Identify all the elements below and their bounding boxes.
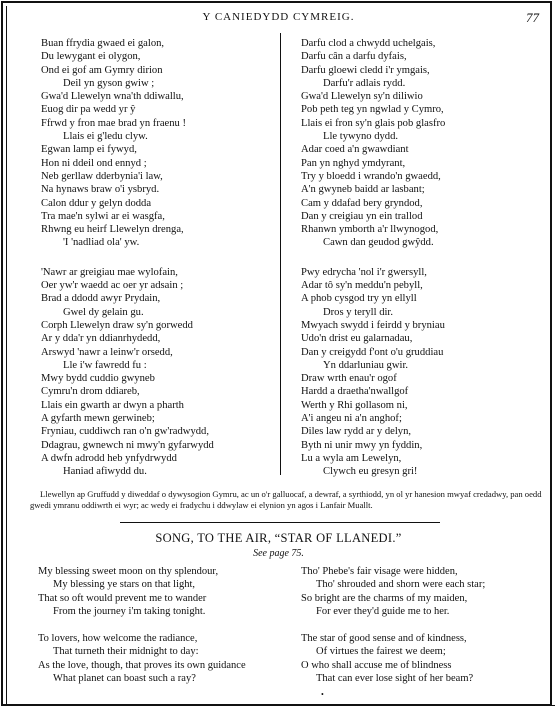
welsh-poem-right-column [301, 37, 445, 479]
verse-line: Fryniau, cuddiwch ran o'n gw'radwydd, [41, 426, 209, 438]
verse-line: For ever they'd guide me to her. [316, 605, 450, 617]
verse-line: Tho' Phebe's fair visage were hidden, [301, 566, 458, 577]
verse-line: Corph Llewelyn draw sy'n gorwedd [41, 319, 193, 331]
verse-line: 'I 'nadliad ola' yw. [63, 237, 140, 249]
verse-line: Llais ein gwarth ar dwyn a pharth [41, 399, 184, 411]
verse-line: Of virtues the fairest we deem; [316, 646, 446, 658]
verse-line: From the journey i'm taking tonight. [53, 605, 206, 617]
verse-line: Mwy bydd cuddio gwyneb [41, 373, 155, 385]
verse-line: A'i angeu ni a'n anghof; [301, 413, 402, 425]
verse-line: My blessing sweet moon on thy splendour, [38, 566, 219, 577]
verse-line: Cymru'n drom ddiareb, [41, 386, 140, 398]
verse-line: That can ever lose sight of her beam? [316, 673, 474, 685]
verse-line: Pob peth teg yn ngwlad y Cymro, [301, 104, 444, 116]
verse-line: Gwel dy gelain gu. [63, 306, 144, 318]
section-rule [120, 522, 440, 523]
verse-line: Lle tywyno dydd. [323, 131, 399, 143]
verse-line: Haniad afiwydd du. [63, 466, 147, 478]
verse-line: O who shall accuse me of blindness [301, 659, 452, 671]
verse-line: A gyfarth mewn gerwineb; [41, 413, 155, 425]
verse-line: Pan yn nghyd ymdyrant, [301, 157, 406, 169]
song-right-verses [301, 565, 485, 685]
verse-line: Ar y dda'r yn ddianrhydedd, [41, 333, 161, 345]
verse-line: Oer yw'r waedd ac oer yr adsain ; [41, 280, 184, 292]
verse-line: Du lewygant ei olygon, [41, 51, 141, 63]
verse-line: Try y bloedd i wrando'n gwaedd, [301, 170, 441, 182]
verse-line: Mwyach swydd i feirdd y bryniau [301, 319, 445, 331]
song-left-verses [38, 565, 246, 685]
verse-line: Cam y ddafad bery gryndod, [301, 197, 423, 209]
verse-line: Darfu cân a darfu dyfais, [301, 51, 407, 63]
verse-line: Tho' shrouded and shorn were each star; [316, 579, 486, 591]
verse-line: Lu a wyla am Lewelyn, [301, 452, 402, 464]
page-number: 77 [526, 10, 539, 25]
stanza-right-1 [301, 37, 445, 250]
verse-line: Deil yn gyson gwiw ; [63, 77, 155, 89]
verse-line: Hardd a draetha'nwallgof [301, 386, 409, 398]
verse-line: Ddagrau, gwnewch ni mwy'n gyfarwydd [41, 439, 214, 451]
verse-line: 'Nawr ar greigiau mae wylofain, [41, 266, 178, 278]
verse-line: Buan ffrydia gwaed ei galon, [41, 38, 165, 49]
verse-line: Darfu gloewi cledd i'r ymgais, [301, 64, 430, 76]
verse-line: Arswyd 'nawr a leinw'r orsedd, [41, 346, 173, 358]
stanza-right-2 [301, 266, 445, 479]
song-title: SONG, TO THE AIR, “STAR OF LLANEDI.” [155, 531, 402, 545]
verse-line: Pwy edrycha 'nol i'r gwersyll, [301, 266, 427, 278]
verse-line: Yn ddarluniau gwir. [323, 359, 409, 371]
footnote: Llewellyn ap Gruffudd y diweddaf o dywysogion Gymru, ac un o'r galluocaf, a dewraf, a syrthiodd, yn ol yr hanesion mwyaf credadwy, pan oedd gwedi ymranu oddiwrth ei wyr; ac wedy ei fradychu i ddwylaw ei elynion yn agos i Lanfair Muallt. [30, 489, 542, 510]
verse-line: Hon ni ddeil ond ennyd ; [41, 157, 147, 169]
verse-line: Na hynaws braw o'i ysbryd. [41, 184, 160, 196]
verse-line: A dwfn adrodd heb ynfydrwydd [41, 452, 177, 464]
verse-line: Dan y creigiau yn ein trallod [301, 210, 423, 222]
verse-line: Cawn dan geudod gwŷdd. [323, 237, 434, 249]
song-right-column [301, 565, 485, 685]
verse-line: Llais ei g'ledu clyw. [63, 131, 148, 143]
stanza-left-2 [41, 266, 214, 479]
verse-line: My blessing ye stars on that light, [53, 579, 196, 591]
verse-line: Adar coed a'n gwawdiant [301, 144, 409, 156]
printer-mark: • [321, 690, 324, 699]
verse-line: A phob cysgod try yn ellyll [301, 293, 417, 305]
verse-line: Dros y teryll dir. [323, 306, 394, 318]
verse-line: To lovers, how welcome the radiance, [38, 633, 198, 645]
verse-line: Werth y Rhi gollasom ni, [301, 399, 408, 411]
verse-line: Udo'n drist eu galarnadau, [301, 333, 413, 345]
verse-line: The star of good sense and of kindness, [301, 633, 467, 645]
stanza-gap [301, 618, 485, 632]
verse-line: That so oft would prevent me to wander [38, 592, 207, 604]
see-page-reference: See page 75. [253, 548, 304, 559]
verse-line: Calon ddur y gelyn dodda [41, 197, 152, 209]
verse-line: Euog dir pa wedd yr ŷ [41, 104, 136, 116]
verse-line: So bright are the charms of my maiden, [301, 592, 468, 604]
verse-line: Clywch eu gresyn gri! [323, 466, 418, 478]
verse-line: Ond ei gof am Gymry dirion [41, 64, 163, 76]
verse-line: Gwa'd Llewelyn wna'th ddiwallu, [41, 91, 184, 103]
verse-line: Rhanwn ymborth a'r llwynogod, [301, 224, 439, 236]
verse-line: Dan y creigydd f'ont o'u gruddiau [301, 346, 444, 358]
verse-line: That turneth their midnight to day: [53, 646, 199, 658]
verse-line: Darfu clod a chwydd uchelgais, [301, 38, 436, 49]
welsh-poem-left-column [41, 37, 214, 479]
verse-line: Diles law rydd ar y delyn, [301, 426, 412, 438]
verse-line: Gwa'd Llewelyn sy'n diliwio [301, 91, 423, 103]
verse-line: Ffrwd y fron mae brad yn fraenu ! [41, 117, 187, 129]
verse-line: Tra mae'n sylwi ar ei wasgfa, [41, 210, 165, 222]
verse-line: Adar tô sy'n meddu'n pebyll, [301, 280, 423, 292]
verse-line: Egwan lamp ei fywyd, [41, 144, 137, 156]
verse-line: Lle i'w fawredd fu : [63, 359, 147, 371]
running-title: Y CANIEDYDD CYMREIG. [202, 11, 355, 23]
verse-line: Neb gerllaw dderbynia'i law, [41, 170, 163, 182]
verse-line: What planet can boast such a ray? [53, 673, 196, 685]
stanza-gap [38, 618, 246, 632]
song-left-column [38, 565, 246, 685]
verse-line: Brad a ddodd awyr Prydain, [41, 293, 161, 305]
verse-line: Draw wrth enau'r ogof [301, 373, 397, 385]
verse-line: A'n gwyneb baidd ar lasbant; [301, 184, 425, 196]
verse-line: Rhwng eu heirf Llewelyn drenga, [41, 224, 184, 236]
verse-line: As the love, though, that proves its own guidance [38, 659, 246, 671]
verse-line: Llais ei fron sy'n glais pob glasfro [301, 117, 446, 129]
verse-line: Darfu'r adlais rydd. [323, 77, 406, 89]
column-divider [280, 33, 281, 475]
verse-line: Byth ni unir mwy yn fyddin, [301, 439, 423, 451]
stanza-left-1 [41, 37, 214, 250]
